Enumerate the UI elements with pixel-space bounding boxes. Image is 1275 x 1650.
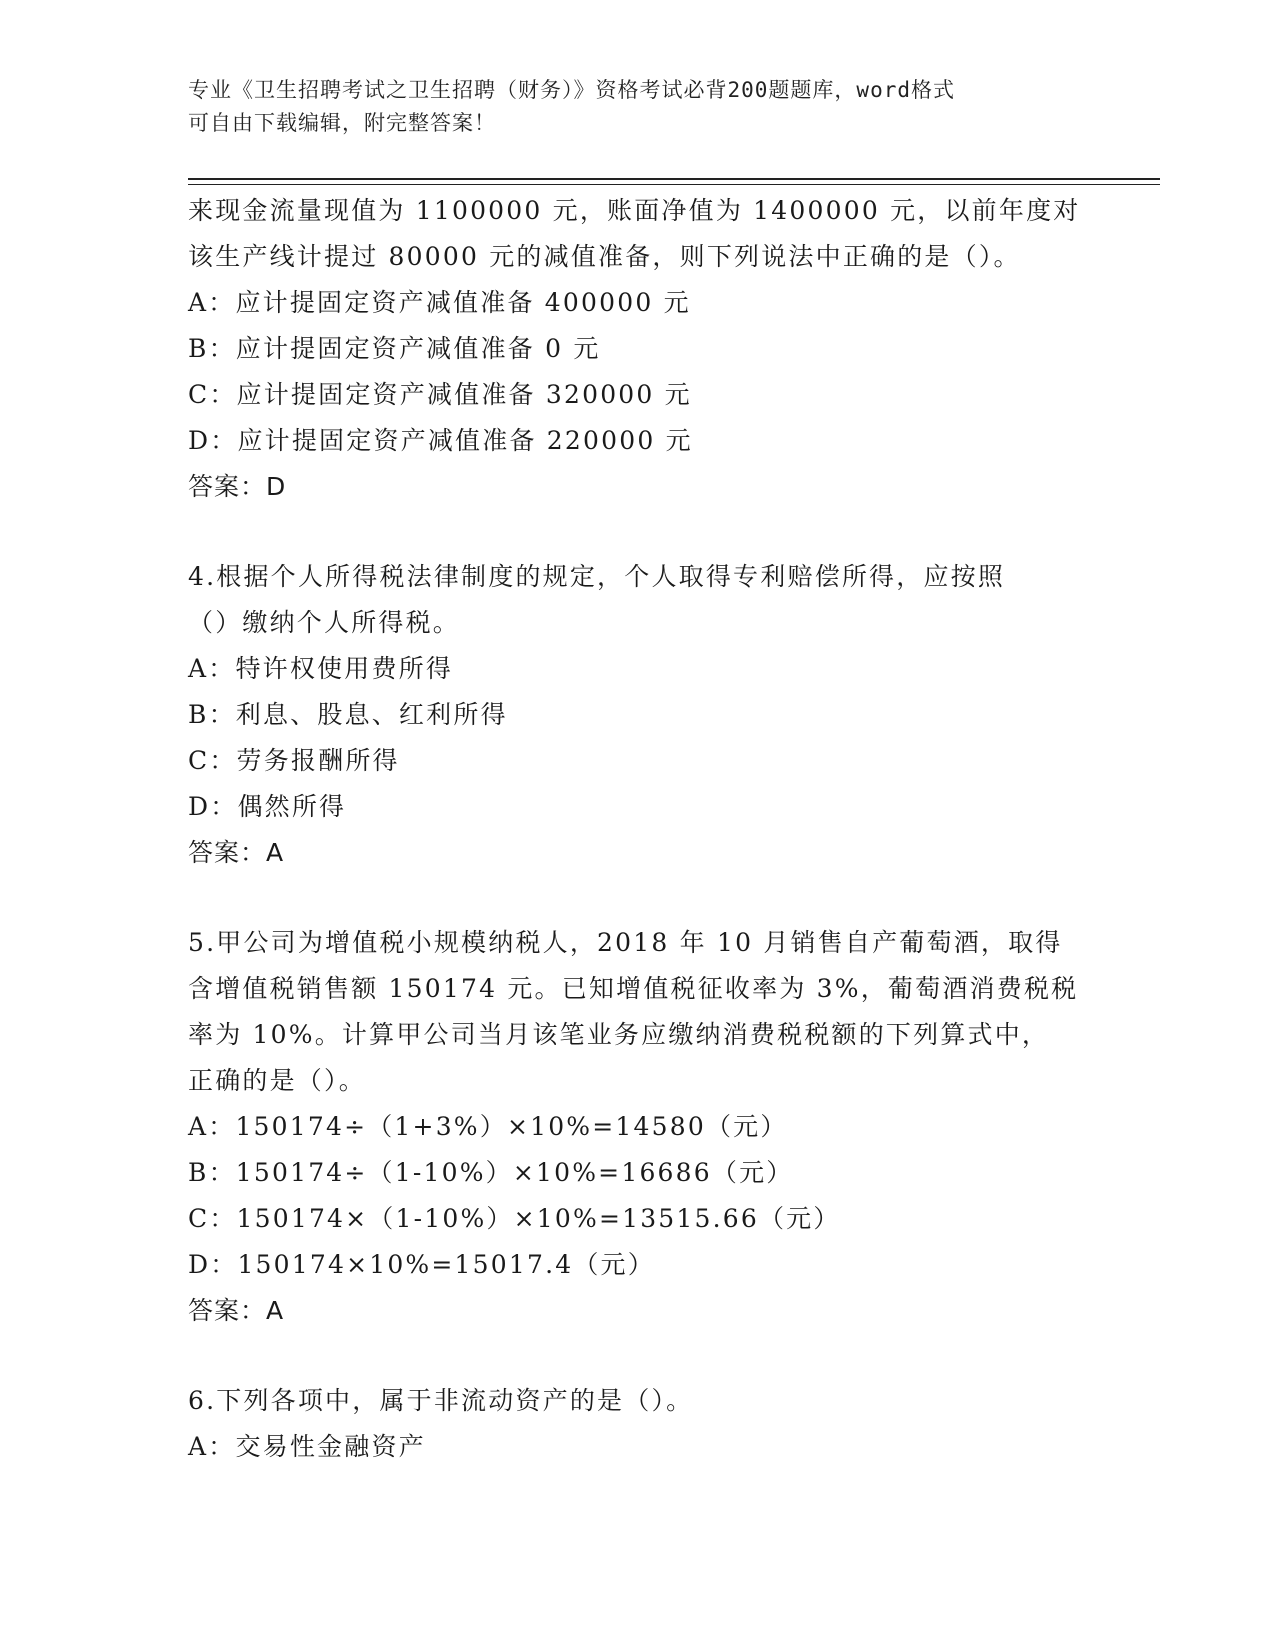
option-d: D：150174×10%=15017.4（元） bbox=[188, 1250, 655, 1279]
header-divider-thick bbox=[188, 178, 1160, 180]
question-stem: 该生产线计提过 80000 元的减值准备，则下列说法中正确的是（）。 bbox=[188, 242, 1021, 271]
question-stem: 来现金流量现值为 1100000 元，账面净值为 1400000 元，以前年度对 bbox=[188, 196, 1081, 225]
option-d: D：应计提固定资产减值准备 220000 元 bbox=[188, 426, 693, 455]
option-b: B：应计提固定资产减值准备 0 元 bbox=[188, 334, 601, 363]
spacer bbox=[188, 510, 1088, 554]
header-line-1: 专业《卫生招聘考试之卫生招聘（财务）》资格考试必背200题题库，word格式 bbox=[188, 78, 955, 102]
option-d: D：偶然所得 bbox=[188, 792, 347, 821]
spacer bbox=[188, 1334, 1088, 1378]
option-b: B：150174÷（1-10%）×10%=16686（元） bbox=[188, 1158, 794, 1187]
answer-label: 答案：A bbox=[188, 1296, 285, 1325]
document-header bbox=[188, 74, 1088, 140]
question-stem: 4.根据个人所得税法律制度的规定，个人取得专利赔偿所得，应按照 bbox=[188, 562, 1006, 591]
question-content bbox=[188, 188, 1088, 1470]
question-4 bbox=[188, 554, 1088, 876]
option-a: A：150174÷（1+3%）×10%=14580（元） bbox=[188, 1112, 788, 1141]
option-c: C：应计提固定资产减值准备 320000 元 bbox=[188, 380, 692, 409]
option-c: C：劳务报酬所得 bbox=[188, 746, 400, 775]
question-stem: 含增值税销售额 150174 元。已知增值税征收率为 3%，葡萄酒消费税税 bbox=[188, 974, 1079, 1003]
option-a: A：交易性金融资产 bbox=[188, 1432, 426, 1461]
question-6 bbox=[188, 1378, 1088, 1470]
question-stem: （）缴纳个人所得税。 bbox=[188, 608, 461, 637]
header-line-2: 可自由下载编辑，附完整答案！ bbox=[188, 111, 496, 135]
question-stem: 5.甲公司为增值税小规模纳税人，2018 年 10 月销售自产葡萄酒，取得 bbox=[188, 928, 1063, 957]
question-5 bbox=[188, 920, 1088, 1334]
spacer bbox=[188, 876, 1088, 920]
question-stem: 6.下列各项中，属于非流动资产的是（）。 bbox=[188, 1386, 694, 1415]
answer-label: 答案：D bbox=[188, 472, 287, 501]
header-divider-thin bbox=[188, 184, 1160, 185]
question-stem: 率为 10%。计算甲公司当月该笔业务应缴纳消费税税额的下列算式中， bbox=[188, 1020, 1050, 1049]
answer-label: 答案：A bbox=[188, 838, 285, 867]
option-c: C：150174×（1-10%）×10%=13515.66（元） bbox=[188, 1204, 841, 1233]
question-3 bbox=[188, 188, 1088, 510]
question-stem: 正确的是（）。 bbox=[188, 1066, 366, 1095]
option-a: A：特许权使用费所得 bbox=[188, 654, 454, 683]
option-b: B：利息、股息、红利所得 bbox=[188, 700, 508, 729]
option-a: A：应计提固定资产减值准备 400000 元 bbox=[188, 288, 691, 317]
